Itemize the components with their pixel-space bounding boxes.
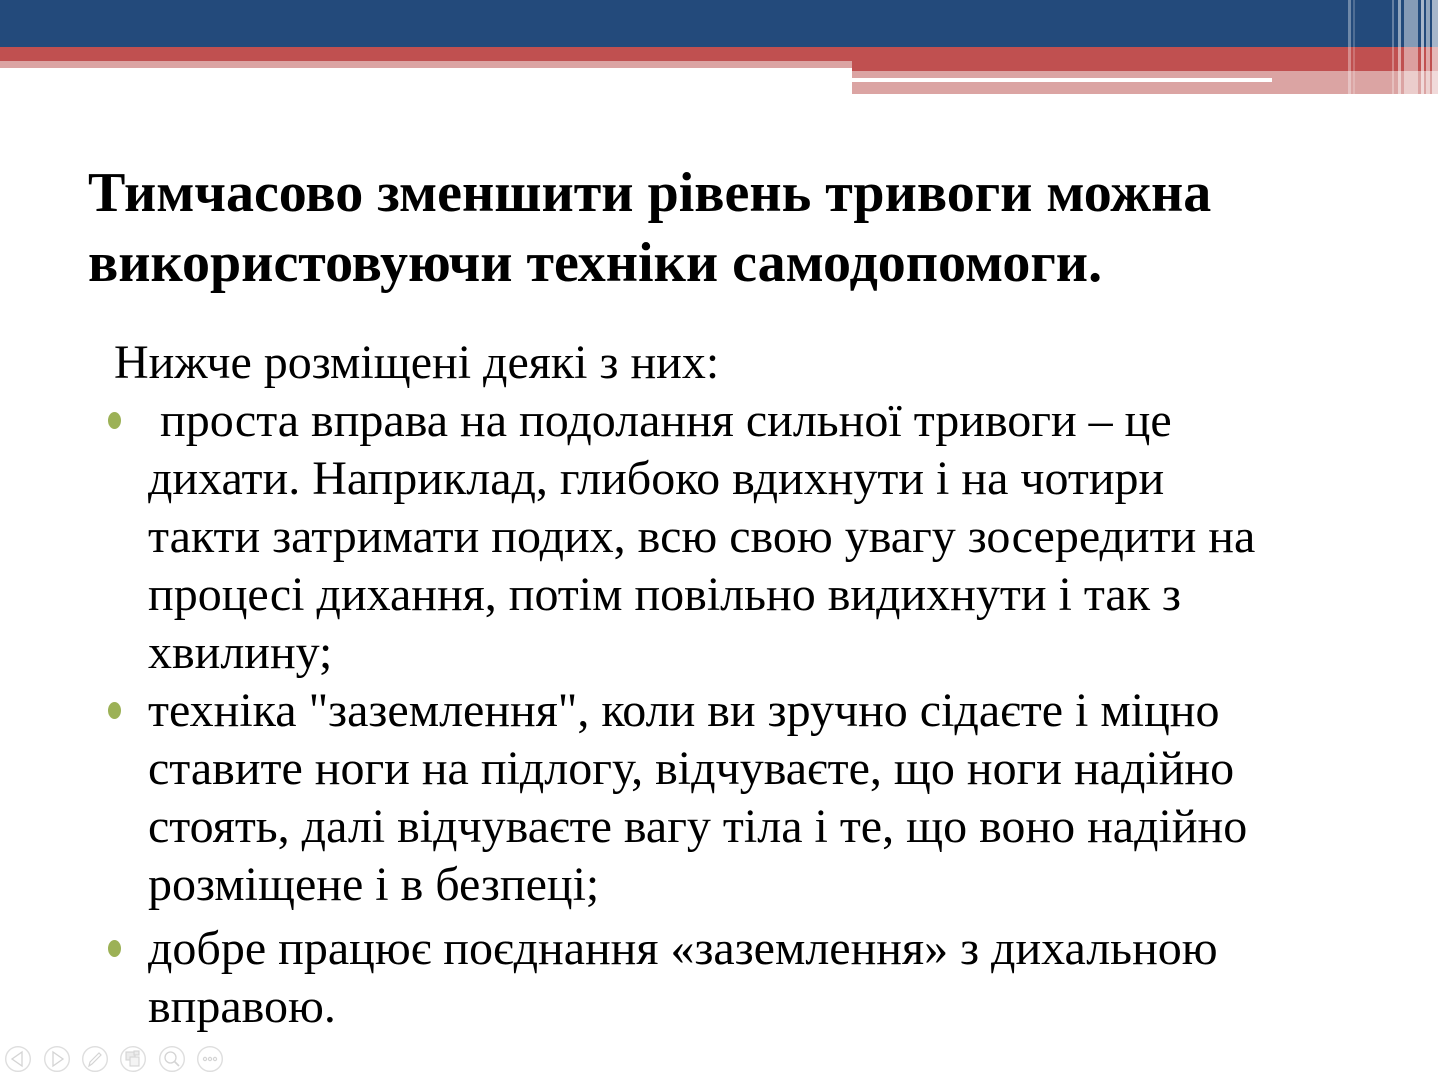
header-vertical-stripe <box>1426 0 1430 94</box>
text-line: дихати. Наприклад, глибоко вдихнути і на чотири <box>148 452 1165 505</box>
bullet-dot-icon <box>108 412 121 429</box>
header-vertical-stripe <box>1348 0 1351 94</box>
bullet-list <box>100 392 1400 1036</box>
header-blue-band <box>0 0 1438 47</box>
arrow-left-icon <box>12 1052 22 1066</box>
slide-body <box>100 334 1400 1036</box>
pen-annotate-button[interactable] <box>83 1047 108 1072</box>
intro-line: Нижче розміщені деякі з них: <box>114 336 720 389</box>
header-vertical-stripe <box>1421 0 1424 94</box>
text-line: Тимчасово зменшити рівень тривоги можна <box>88 162 1212 224</box>
reading-toolbar <box>4 1045 230 1075</box>
ellipsis-icon <box>203 1057 216 1060</box>
bullet-item <box>100 920 1400 1036</box>
previous-slide-button[interactable] <box>6 1047 31 1072</box>
bullet-text <box>148 920 1400 1036</box>
slide-title <box>88 158 1378 298</box>
header-vertical-stripe <box>1392 0 1394 94</box>
slides-icon <box>126 1051 139 1066</box>
arrow-right-icon <box>53 1052 63 1066</box>
text-line: техніка "заземлення", коли ви зручно сідаєте і міцно <box>148 684 1220 737</box>
header-vertical-stripe <box>1398 0 1401 94</box>
next-slide-button[interactable] <box>45 1047 70 1072</box>
bullet-dot-icon <box>108 940 121 957</box>
bullet-text <box>148 682 1400 914</box>
header-vertical-stripe <box>1404 0 1418 94</box>
bullet-item <box>100 392 1400 682</box>
bullet-dot-icon <box>108 702 121 719</box>
slide-navigator-button[interactable] <box>121 1047 146 1072</box>
text-line: розміщене і в безпеці; <box>148 858 600 911</box>
text-line: ставите ноги на підлогу, відчуваєте, що ноги надійно <box>148 742 1235 795</box>
header-white-line <box>852 78 1272 82</box>
text-line: такти затримати подих, всю свою увагу зосередити на <box>148 510 1256 563</box>
header-vertical-stripe <box>1432 0 1438 94</box>
text-line: проста вправа на подолання сильної тривоги – це <box>148 394 1172 447</box>
text-line: вправою. <box>148 980 336 1033</box>
bullet-text <box>148 392 1400 682</box>
zoom-button[interactable] <box>160 1047 185 1072</box>
more-options-button[interactable] <box>198 1047 223 1072</box>
header-vertical-stripe <box>1353 0 1355 94</box>
magnifier-icon <box>165 1052 179 1066</box>
text-line: хвилину; <box>148 626 333 679</box>
text-line: стоять, далі відчуваєте вагу тіла і те, що воно надійно <box>148 800 1248 853</box>
text-line: використовуючи техніки самодопомоги. <box>88 232 1103 294</box>
pen-icon <box>89 1053 101 1066</box>
bullet-item <box>100 682 1400 914</box>
text-line: добре працює поєднання «заземлення» з дихальною <box>148 922 1218 975</box>
header-pink-strip-left <box>0 61 852 68</box>
text-line: процесі дихання, потім повільно видихнути і так з <box>148 568 1182 621</box>
